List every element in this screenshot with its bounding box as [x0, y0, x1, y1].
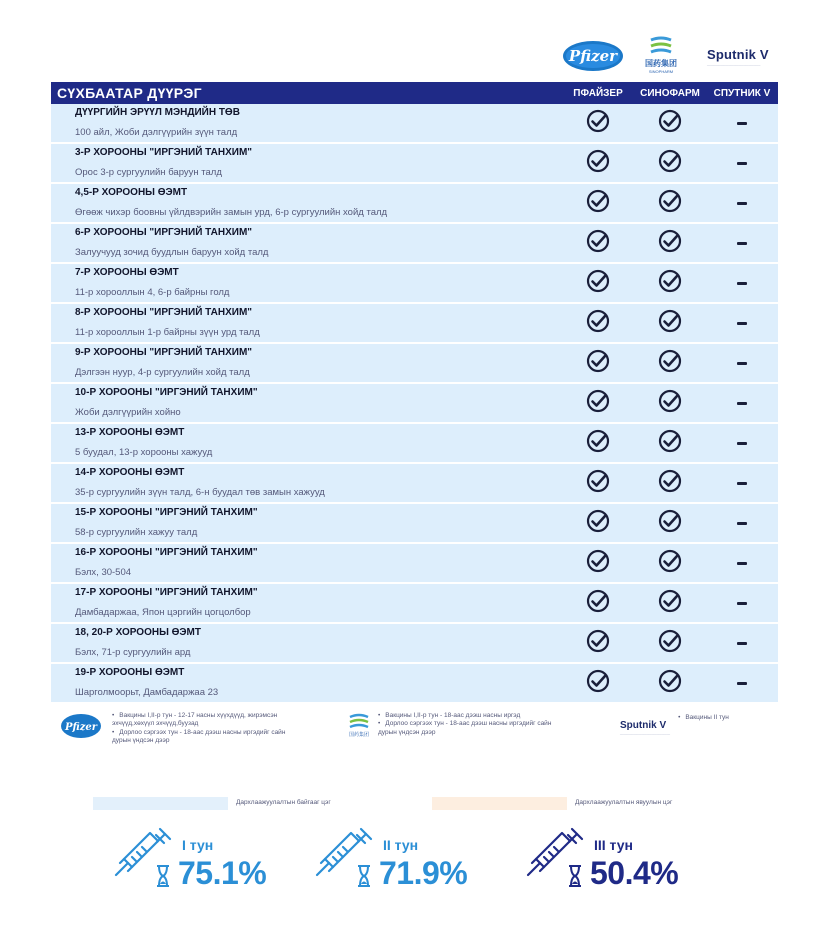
location-address: Залуучууд зочид буудлын баруун хойд талд [75, 247, 269, 258]
sinopharm-available [634, 224, 706, 262]
location-title: 9-Р ХОРООНЫ "ИРГЭНИЙ ТАНХИМ" [75, 347, 253, 358]
sinopharm-available [634, 384, 706, 422]
sinopharm-available [634, 664, 706, 702]
pfizer-available [562, 384, 634, 422]
location-title: 10-Р ХОРООНЫ "ИРГЭНИЙ ТАНХИМ" [75, 387, 258, 398]
dash-icon [737, 162, 747, 165]
dash-icon [737, 682, 747, 685]
check-icon [586, 269, 610, 298]
check-icon [658, 189, 682, 218]
pfizer-logo-text: Pfizer [568, 47, 618, 65]
vaccination-points-table [51, 82, 778, 704]
location-address: Жоби дэлгүүрийн хойно [75, 407, 181, 418]
location-address: 5 буудал, 13-р хорооны хажууд [75, 447, 213, 458]
dash-icon [737, 122, 747, 125]
pfizer-available [562, 264, 634, 302]
pfizer-logo [561, 38, 625, 74]
vaccine-logos [553, 34, 815, 78]
location-address: 58-р сургуулийн хажуу талд [75, 527, 198, 538]
pfizer-available [562, 664, 634, 702]
location-title: 19-Р ХОРООНЫ ӨЭМТ [75, 667, 185, 678]
sputnik-small-logo: Sputnik V ______________________________ [620, 720, 671, 735]
check-icon [586, 109, 610, 138]
sinopharm-available [634, 464, 706, 502]
check-icon [586, 229, 610, 258]
pfizer-available [562, 224, 634, 262]
check-icon [658, 509, 682, 538]
location-title: 3-Р ХОРООНЫ "ИРГЭНИЙ ТАНХИМ" [75, 147, 253, 158]
sputnik-logo: Sputnik V ________________________________ [707, 46, 769, 66]
table-row [51, 104, 778, 144]
pfizer-available [562, 424, 634, 462]
hourglass-icon [357, 865, 371, 887]
sputnik-unavailable [706, 584, 778, 622]
dash-icon [737, 642, 747, 645]
check-icon [586, 549, 610, 578]
dash-icon [737, 482, 747, 485]
sinopharm-available [634, 584, 706, 622]
note-sputnik-list [678, 714, 729, 735]
table-row [51, 264, 778, 304]
note-pfizer [60, 712, 297, 746]
location-info [51, 504, 562, 542]
location-address: 11-р хорооллын 1-р байрны зүүн урд талд [75, 327, 260, 338]
note-pfizer-list [112, 712, 297, 746]
table-row [51, 464, 778, 504]
note-item: • Вакцины I,II-р тун - 18-аас дээш насны иргэд [378, 712, 558, 720]
location-title: 18, 20-Р ХОРООНЫ ӨЭМТ [75, 627, 201, 638]
table-row [51, 424, 778, 464]
table-row [51, 504, 778, 544]
note-sinopharm-list [378, 712, 558, 740]
pfizer-available [562, 344, 634, 382]
sinopharm-available [634, 104, 706, 142]
sputnik-unavailable [706, 144, 778, 182]
sinopharm-available [634, 264, 706, 302]
legend-swatch-mobile [432, 797, 567, 810]
legend [93, 797, 713, 811]
note-item: • Вакцины I,II-р тун - 12-17 насны хүүхдүүд, жирэмсэн эхчүүд,хөхүүл эхчүүд,буузад [112, 712, 297, 729]
dash-icon [737, 602, 747, 605]
pfizer-available [562, 504, 634, 542]
check-icon [658, 469, 682, 498]
location-title: 13-Р ХОРООНЫ ӨЭМТ [75, 427, 185, 438]
pfizer-available [562, 584, 634, 622]
table-row [51, 144, 778, 184]
column-header-pfizer: ПФАЙЗЕР [573, 87, 623, 99]
location-info [51, 144, 562, 182]
check-icon [658, 629, 682, 658]
check-icon [658, 309, 682, 338]
pfizer-available [562, 464, 634, 502]
location-info [51, 664, 562, 702]
sputnik-unavailable [706, 504, 778, 542]
location-title: 15-Р ХОРООНЫ "ИРГЭНИЙ ТАНХИМ" [75, 507, 258, 518]
location-address: Өгөөж чихэр боовны үйлдвэрийн замын урд, 6-р сургуулийн хойд талд [75, 207, 388, 218]
location-title: 17-Р ХОРООНЫ "ИРГЭНИЙ ТАНХИМ" [75, 587, 258, 598]
pfizer-available [562, 624, 634, 662]
dose-percent: 75.1% [178, 855, 267, 891]
table-header [51, 82, 778, 104]
sinopharm-logo: 国药集团 SINOPHARM [641, 36, 681, 76]
location-title: 7-Р ХОРООНЫ ӨЭМТ [75, 267, 179, 278]
dash-icon [737, 522, 747, 525]
check-icon [658, 429, 682, 458]
location-info [51, 464, 562, 502]
note-item: • Дорлоо сэргээх тун - 18-аас дээш насны иргэдийг сайн дурын үндсэн дээр [112, 729, 297, 746]
dose-label: III тун [594, 837, 634, 853]
dose-label: II тун [383, 837, 419, 853]
dose-percent: 71.9% [379, 855, 468, 891]
legend-label-mobile: Дархлаажуулалтын явуулын цэг [575, 799, 673, 806]
sinopharm-available [634, 304, 706, 342]
check-icon [658, 149, 682, 178]
table-row [51, 224, 778, 264]
location-address: Шарголмоорьт, Дамбадаржаа 23 [75, 687, 219, 698]
sinopharm-available [634, 424, 706, 462]
check-icon [658, 349, 682, 378]
location-info [51, 584, 562, 622]
legend-label-ongoing: Дархлаажуулалтын байгааг цэг [236, 799, 331, 806]
check-icon [586, 189, 610, 218]
location-info [51, 184, 562, 222]
check-icon [586, 349, 610, 378]
location-info [51, 344, 562, 382]
table-row [51, 384, 778, 424]
location-address: Бэлх, 71-р сургуулийн ард [75, 647, 191, 658]
sputnik-unavailable [706, 224, 778, 262]
svg-text:国药集团: 国药集团 [348, 732, 370, 738]
check-icon [586, 629, 610, 658]
vaccine-notes [60, 712, 780, 762]
sputnik-unavailable [706, 304, 778, 342]
sputnik-unavailable [706, 424, 778, 462]
location-info [51, 624, 562, 662]
location-address: 11-р хорооллын 4, 6-р байрны голд [75, 287, 230, 298]
sinopharm-small-logo [348, 712, 370, 740]
dash-icon [737, 362, 747, 365]
note-sputnik [620, 714, 729, 735]
sputnik-unavailable [706, 544, 778, 582]
dose-stat [112, 825, 292, 895]
dose-label: I тун [182, 837, 214, 853]
dash-icon [737, 242, 747, 245]
pfizer-available [562, 544, 634, 582]
sinopharm-available [634, 344, 706, 382]
pfizer-available [562, 104, 634, 142]
dash-icon [737, 202, 747, 205]
location-info [51, 384, 562, 422]
column-header-sputnik: СПУТНИК V [713, 87, 771, 99]
check-icon [658, 389, 682, 418]
check-icon [586, 149, 610, 178]
location-address: 100 айл, Жоби дэлгүүрийн зүүн талд [75, 127, 238, 138]
sputnik-unavailable [706, 104, 778, 142]
check-icon [586, 469, 610, 498]
location-title: 4,5-Р ХОРООНЫ ӨЭМТ [75, 187, 188, 198]
hourglass-icon [156, 865, 170, 887]
dash-icon [737, 322, 747, 325]
note-sinopharm [348, 712, 558, 740]
sinopharm-available [634, 184, 706, 222]
pfizer-small-logo [60, 712, 102, 740]
check-icon [658, 669, 682, 698]
location-info [51, 264, 562, 302]
check-icon [586, 309, 610, 338]
dash-icon [737, 562, 747, 565]
check-icon [586, 589, 610, 618]
location-info [51, 544, 562, 582]
sputnik-unavailable [706, 624, 778, 662]
sinopharm-logo-text: SINOPHARM [648, 69, 674, 74]
column-header-sinopharm: СИНОФАРМ [640, 87, 700, 99]
location-title: ДҮҮРГИЙН ЭРҮҮЛ МЭНДИЙН ТӨВ [75, 107, 240, 118]
table-row [51, 544, 778, 584]
location-info [51, 224, 562, 262]
table-row [51, 584, 778, 624]
location-title: 14-Р ХОРООНЫ ӨЭМТ [75, 467, 185, 478]
location-title: 6-Р ХОРООНЫ "ИРГЭНИЙ ТАНХИМ" [75, 227, 253, 238]
note-item: • Дорлоо сэргээх тун - 18-аас дээш насны иргэдийг сайн дурын үндсэн дээр [378, 720, 558, 737]
check-icon [658, 229, 682, 258]
sputnik-unavailable [706, 464, 778, 502]
sputnik-unavailable [706, 344, 778, 382]
pfizer-available [562, 144, 634, 182]
sputnik-unavailable [706, 264, 778, 302]
sputnik-unavailable [706, 184, 778, 222]
hourglass-icon [568, 865, 582, 887]
check-icon [586, 509, 610, 538]
table-row [51, 664, 778, 704]
pfizer-small-logo-text: Pfizer [64, 722, 98, 733]
sputnik-logo-text: Sputnik V [707, 46, 769, 62]
check-icon [658, 549, 682, 578]
check-icon [586, 389, 610, 418]
check-icon [586, 669, 610, 698]
location-address: 35-р сургуулийн зүүн талд, 6-н буудал төв замын хажууд [75, 487, 325, 498]
note-item: • Вакцины II тун [678, 714, 729, 722]
location-address: Дэлгээн нуур, 4-р сургуулийн хойд талд [75, 367, 250, 378]
dose-percent: 50.4% [590, 855, 679, 891]
location-address: Дамбадаржаа, Япон цэргийн цогцолбор [75, 607, 251, 618]
table-row [51, 624, 778, 664]
sinopharm-available [634, 624, 706, 662]
dash-icon [737, 442, 747, 445]
dash-icon [737, 282, 747, 285]
sinopharm-available [634, 544, 706, 582]
table-body [51, 104, 778, 704]
sinopharm-available [634, 504, 706, 542]
table-row [51, 184, 778, 224]
location-address: Орос 3-р сургуулийн баруун талд [75, 167, 222, 178]
location-address: Бэлх, 30-504 [75, 567, 132, 578]
sinopharm-available [634, 144, 706, 182]
dash-icon [737, 402, 747, 405]
dose-stat [313, 825, 493, 895]
table-row [51, 344, 778, 384]
check-icon [658, 269, 682, 298]
location-title: 16-Р ХОРООНЫ "ИРГЭНИЙ ТАНХИМ" [75, 547, 258, 558]
dose-stat [524, 825, 704, 895]
pfizer-available [562, 304, 634, 342]
pfizer-available [562, 184, 634, 222]
sputnik-small-logo-text: Sputnik V [620, 720, 667, 731]
legend-swatch-ongoing [93, 797, 228, 810]
table-row [51, 304, 778, 344]
location-info [51, 104, 562, 142]
location-info [51, 424, 562, 462]
location-title: 8-Р ХОРООНЫ "ИРГЭНИЙ ТАНХИМ" [75, 307, 253, 318]
check-icon [586, 429, 610, 458]
check-icon [658, 109, 682, 138]
district-title: СҮХБААТАР ДҮҮРЭГ [57, 85, 202, 101]
location-info [51, 304, 562, 342]
check-icon [658, 589, 682, 618]
sputnik-unavailable [706, 384, 778, 422]
sputnik-unavailable [706, 664, 778, 702]
